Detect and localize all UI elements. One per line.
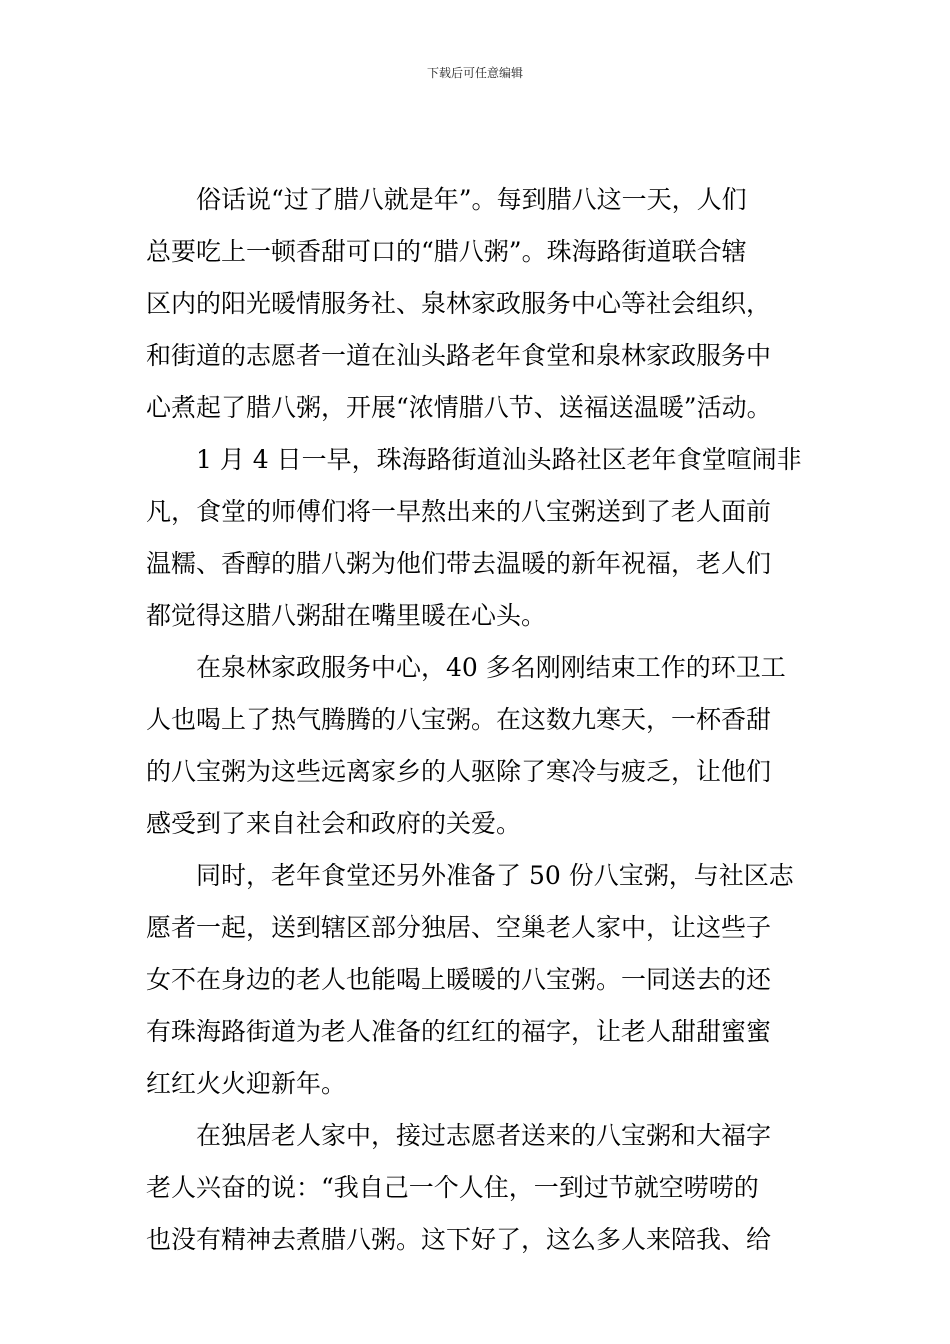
text-line: 感受到了来自社会和政府的关爱。 xyxy=(146,809,522,838)
text-line: 俗话说“过了腊八就是年”。每到腊八这一天，人们 xyxy=(196,185,747,214)
text-line: 温糯、香醇的腊八粥为他们带去温暖的新年祝福，老人们 xyxy=(146,549,772,578)
paragraph-4 xyxy=(146,850,806,1110)
text-line: 人也喝上了热气腾腾的八宝粥。在这数九寒天，一杯香甜 xyxy=(146,705,772,734)
text-line: 也没有精神去煮腊八粥。这下好了，这么多人来陪我、给 xyxy=(146,1225,772,1254)
text-line: 女不在身边的老人也能喝上暖暖的八宝粥。一同送去的还 xyxy=(146,965,772,994)
text-line: 在独居老人家中，接过志愿者送来的八宝粥和大福字 xyxy=(196,1121,772,1150)
text-line: 1 月 4 日一早，珠海路街道汕头路社区老年食堂喧闹非 xyxy=(196,445,802,474)
paragraph-5 xyxy=(146,1110,806,1266)
text-line: 在泉林家政服务中心，40 多名刚刚结束工作的环卫工 xyxy=(196,653,786,682)
text-line: 和街道的志愿者一道在汕头路老年食堂和泉林家政服务中 xyxy=(146,341,772,370)
text-line: 愿者一起，送到辖区部分独居、空巢老人家中，让这些子 xyxy=(146,913,772,942)
text-line: 凡，食堂的师傅们将一早熬出来的八宝粥送到了老人面前 xyxy=(146,497,772,526)
text-line: 总要吃上一顿香甜可口的“腊八粥”。珠海路街道联合辖 xyxy=(146,237,747,266)
paragraph-3 xyxy=(146,642,806,850)
text-line: 心煮起了腊八粥，开展“浓情腊八节、送福送温暖”活动。 xyxy=(146,393,772,422)
text-line: 有珠海路街道为老人准备的红红的福字，让老人甜甜蜜蜜 xyxy=(146,1017,772,1046)
paragraph-2 xyxy=(146,434,806,642)
text-line: 都觉得这腊八粥甜在嘴里暖在心头。 xyxy=(146,601,547,630)
paragraph-1 xyxy=(146,174,806,434)
text-line: 同时，老年食堂还另外准备了 50 份八宝粥，与社区志 xyxy=(196,861,794,890)
document-body xyxy=(146,174,806,1266)
text-line: 区内的阳光暖情服务社、泉林家政服务中心等社会组织， xyxy=(146,289,772,318)
text-line: 老人兴奋的说：“我自己一个人住，一到过节就空唠唠的 xyxy=(146,1173,759,1202)
text-line: 红红火火迎新年。 xyxy=(146,1069,347,1098)
text-line: 的八宝粥为这些远离家乡的人驱除了寒冷与疲乏，让他们 xyxy=(146,757,772,786)
page-header: 下载后可任意编辑 xyxy=(426,66,523,80)
